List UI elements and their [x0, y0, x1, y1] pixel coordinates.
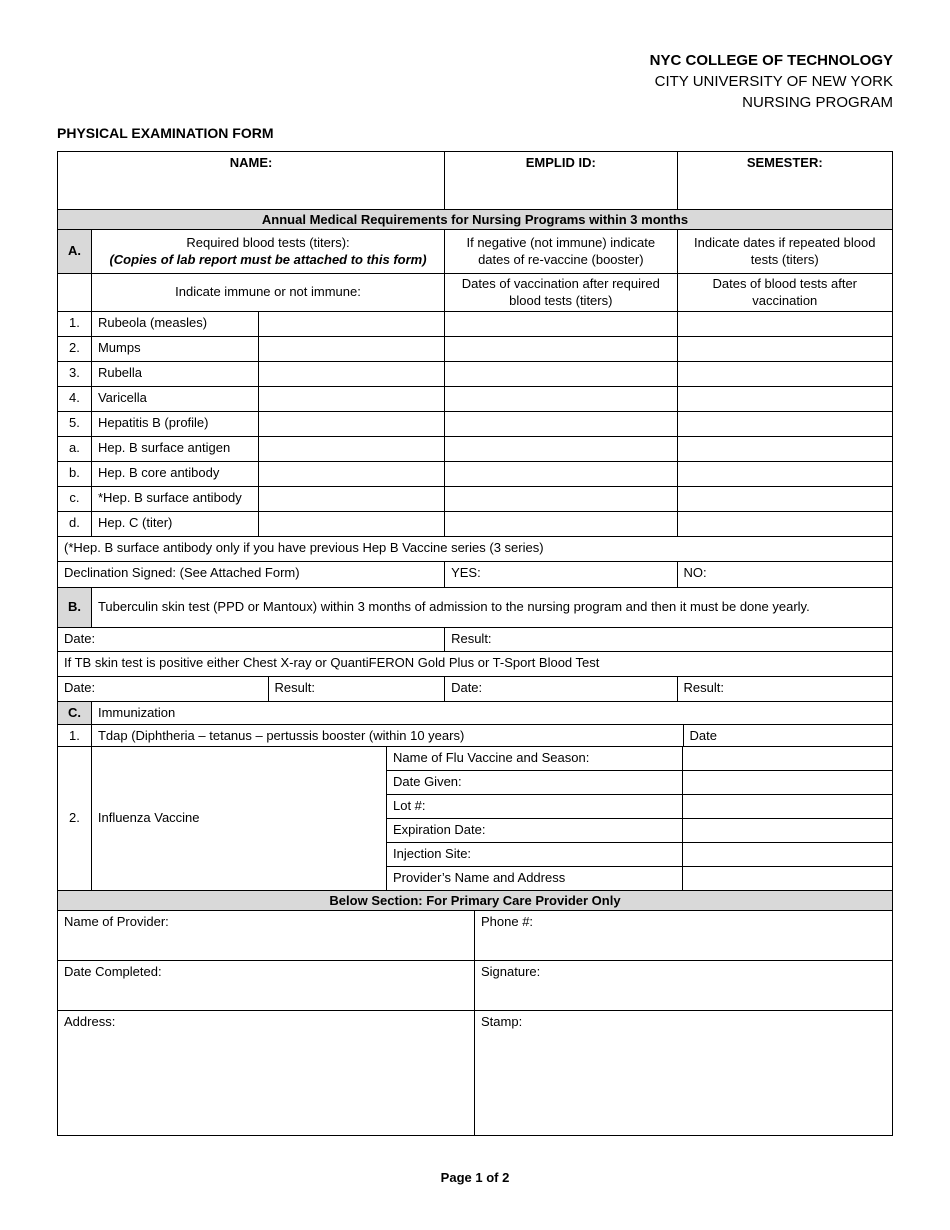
immune-status-input-cell[interactable] — [259, 487, 446, 511]
test-number: a. — [58, 437, 92, 461]
immune-status-input-cell[interactable] — [259, 462, 446, 486]
vaccination-date-input-cell[interactable] — [445, 312, 677, 336]
result-label: Result: — [683, 680, 724, 695]
tb-date-result-row — [58, 628, 892, 652]
declination-label-cell: Declination Signed: (See Attached Form) — [58, 562, 445, 587]
test-label: Hep. B surface antigen — [92, 437, 259, 461]
immunization-title: Immunization — [97, 705, 176, 720]
result-label: Result: — [451, 631, 492, 646]
tb-date-cell[interactable] — [58, 628, 445, 651]
section-a-label: A. — [58, 230, 92, 273]
vaccination-date-input-cell[interactable] — [445, 337, 677, 361]
provider-row-address-stamp — [58, 1011, 892, 1135]
flu-field-row — [387, 771, 892, 795]
date-label: Date: — [64, 680, 96, 695]
signature-cell[interactable] — [475, 961, 892, 1010]
date-completed-cell[interactable] — [58, 961, 475, 1010]
immune-status-input-cell[interactable] — [259, 512, 446, 536]
booster-dates-header: If negative (not immune) indicate dates of re-vaccine (booster) — [445, 230, 677, 273]
provider-row-date-signature — [58, 961, 892, 1011]
test-label: Rubella — [92, 362, 259, 386]
declination-no-cell[interactable] — [678, 562, 892, 587]
signature-label: Signature: — [481, 964, 541, 979]
flu-field-label: Provider’s Name and Address — [387, 867, 683, 890]
blood-test-date-input-cell[interactable] — [678, 437, 892, 461]
test-number: d. — [58, 512, 92, 536]
flu-field-row — [387, 867, 892, 890]
flu-field-label: Expiration Date: — [387, 819, 683, 842]
test-label: Mumps — [92, 337, 259, 361]
blood-test-date-input-cell[interactable] — [678, 487, 892, 511]
flu-field-row — [387, 819, 892, 843]
tb-positive-note: If TB skin test is positive either Chest X-ray or QuantiFERON Gold Plus or T-Sport Blood Test — [64, 655, 600, 670]
tdap-number: 1. — [58, 725, 92, 746]
stamp-label: Stamp: — [481, 1014, 523, 1029]
vaccination-date-input-cell[interactable] — [445, 362, 677, 386]
followup-result-cell-2[interactable] — [678, 677, 892, 701]
test-label: Hep. B core antibody — [92, 462, 259, 486]
blood-test-date-input-cell[interactable] — [678, 512, 892, 536]
hep-b-footnote-row — [58, 537, 892, 562]
tb-test-description: Tuberculin skin test (PPD or Mantoux) within 3 months of admission to the nursing program and then it must be done yearly. — [97, 599, 810, 615]
test-number: c. — [58, 487, 92, 511]
tdap-row — [58, 725, 892, 747]
immune-status-header: Indicate immune or not immune: — [92, 274, 445, 311]
declination-yes-cell[interactable] — [445, 562, 677, 587]
vaccination-date-input-cell[interactable] — [445, 412, 677, 436]
address-label: Address: — [64, 1014, 116, 1029]
test-row-hep-b-surface-antibody — [58, 487, 892, 512]
vaccination-date-input-cell[interactable] — [445, 487, 677, 511]
page-number: Page 1 of 2 — [440, 1170, 510, 1185]
emplid-label: EMPLID ID: — [525, 155, 596, 170]
semester-field-cell[interactable] — [678, 152, 892, 209]
flu-field-input-cell[interactable] — [683, 795, 892, 818]
tdap-date-label: Date — [689, 728, 717, 743]
provider-name-label: Name of Provider: — [64, 914, 169, 929]
phone-label: Phone #: — [481, 914, 534, 929]
annual-requirements-banner: Annual Medical Requirements for Nursing Programs within 3 months — [58, 210, 892, 230]
address-cell[interactable] — [58, 1011, 475, 1135]
org-name: NYC COLLEGE OF TECHNOLOGY — [649, 52, 893, 69]
org-header — [57, 50, 893, 113]
org-university: CITY UNIVERSITY OF NEW YORK — [654, 73, 893, 90]
name-field-cell[interactable] — [58, 152, 445, 209]
phone-cell[interactable] — [475, 911, 892, 960]
blood-test-date-input-cell[interactable] — [678, 387, 892, 411]
section-a-header-row — [58, 230, 892, 274]
followup-date-result-row — [58, 677, 892, 702]
blood-test-date-input-cell[interactable] — [678, 312, 892, 336]
test-label: Hep. C (titer) — [92, 512, 259, 536]
flu-subtable — [387, 747, 892, 890]
test-label: Varicella — [92, 387, 259, 411]
required-tests-header-cell — [92, 230, 445, 273]
flu-field-label: Name of Flu Vaccine and Season: — [387, 747, 683, 770]
immune-status-input-cell[interactable] — [259, 387, 446, 411]
provider-name-cell[interactable] — [58, 911, 475, 960]
section-b-label: B. — [58, 588, 92, 627]
flu-field-input-cell[interactable] — [683, 843, 892, 866]
tb-positive-note-row — [58, 652, 892, 677]
flu-number: 2. — [58, 747, 92, 890]
flu-label: Influenza Vaccine — [92, 747, 387, 890]
flu-field-input-cell[interactable] — [683, 771, 892, 794]
test-number: 1. — [58, 312, 92, 336]
vaccination-date-input-cell[interactable] — [445, 437, 677, 461]
test-row-hepatitis-b — [58, 412, 892, 437]
flu-field-row — [387, 747, 892, 771]
stamp-cell[interactable] — [475, 1011, 892, 1135]
repeated-tests-header: Indicate dates if repeated blood tests (titers) — [694, 235, 876, 267]
emplid-field-cell[interactable] — [445, 152, 677, 209]
test-number: 2. — [58, 337, 92, 361]
form-title: PHYSICAL EXAMINATION FORM — [57, 125, 274, 141]
date-label: Date: — [451, 680, 483, 695]
flu-field-label: Date Given: — [387, 771, 683, 794]
flu-field-input-cell[interactable] — [683, 819, 892, 842]
section-a-subheader-row — [58, 274, 892, 312]
date-completed-label: Date Completed: — [64, 964, 162, 979]
tb-result-cell[interactable] — [445, 628, 892, 651]
test-row-rubeola — [58, 312, 892, 337]
name-label: NAME: — [229, 155, 273, 170]
lab-report-note: (Copies of lab report must be attached to this form) — [109, 251, 427, 267]
provider-row-name-phone — [58, 911, 892, 961]
flu-field-row — [387, 843, 892, 867]
vaccination-date-input-cell[interactable] — [445, 512, 677, 536]
provider-section-banner: Below Section: For Primary Care Provider Only — [58, 891, 892, 911]
test-number: 5. — [58, 412, 92, 436]
flu-field-input-cell[interactable] — [683, 747, 892, 770]
form-table — [57, 151, 893, 1136]
section-c-row — [58, 702, 892, 725]
immune-status-input-cell[interactable] — [259, 362, 446, 386]
influenza-block — [58, 747, 892, 891]
immune-status-input-cell[interactable] — [259, 437, 446, 461]
followup-result-cell-1[interactable] — [269, 677, 446, 701]
flu-field-row — [387, 795, 892, 819]
test-row-varicella — [58, 387, 892, 412]
followup-date-cell-2[interactable] — [445, 677, 677, 701]
blood-test-date-input-cell[interactable] — [678, 412, 892, 436]
required-tests-label: Required blood tests (titers): — [186, 235, 350, 251]
date-label: Date: — [64, 631, 96, 646]
section-b-row — [58, 588, 892, 628]
followup-date-cell-1[interactable] — [58, 677, 269, 701]
blood-test-dates-header: Dates of blood tests after vaccination — [712, 276, 858, 308]
test-number: 4. — [58, 387, 92, 411]
empty-corner-cell — [58, 274, 92, 311]
result-label: Result: — [274, 680, 315, 695]
test-label: Hepatitis B (profile) — [92, 412, 259, 436]
test-label: *Hep. B surface antibody — [92, 487, 259, 511]
vaccination-date-input-cell[interactable] — [445, 462, 677, 486]
flu-field-label: Injection Site: — [387, 843, 683, 866]
yes-label: YES: — [451, 565, 481, 580]
test-row-hep-c — [58, 512, 892, 537]
test-label: Rubeola (measles) — [92, 312, 259, 336]
section-c-label: C. — [58, 702, 92, 724]
test-row-hep-b-core-antibody — [58, 462, 892, 487]
blood-test-date-input-cell[interactable] — [678, 462, 892, 486]
vaccination-dates-header: Dates of vaccination after required blood tests (titers) — [445, 274, 677, 311]
test-row-rubella — [58, 362, 892, 387]
vaccination-date-input-cell[interactable] — [445, 387, 677, 411]
test-number: b. — [58, 462, 92, 486]
blood-test-date-input-cell[interactable] — [678, 362, 892, 386]
tdap-label: Tdap (Diphtheria – tetanus – pertussis booster (within 10 years) — [92, 725, 684, 746]
immune-status-input-cell[interactable] — [259, 337, 446, 361]
blood-test-date-input-cell[interactable] — [678, 337, 892, 361]
org-program: NURSING PROGRAM — [742, 94, 893, 111]
id-row — [58, 152, 892, 210]
no-label: NO: — [683, 565, 707, 580]
semester-label: SEMESTER: — [746, 155, 823, 170]
declination-row — [58, 562, 892, 588]
test-number: 3. — [58, 362, 92, 386]
tdap-date-cell[interactable] — [684, 725, 893, 746]
immune-status-input-cell[interactable] — [259, 412, 446, 436]
immune-status-input-cell[interactable] — [259, 312, 446, 336]
hep-b-footnote: (*Hep. B surface antibody only if you have previous Hep B Vaccine series (3 series) — [64, 540, 544, 555]
test-row-hep-b-surface-antigen — [58, 437, 892, 462]
flu-field-label: Lot #: — [387, 795, 683, 818]
test-row-mumps — [58, 337, 892, 362]
flu-field-input-cell[interactable] — [683, 867, 892, 890]
